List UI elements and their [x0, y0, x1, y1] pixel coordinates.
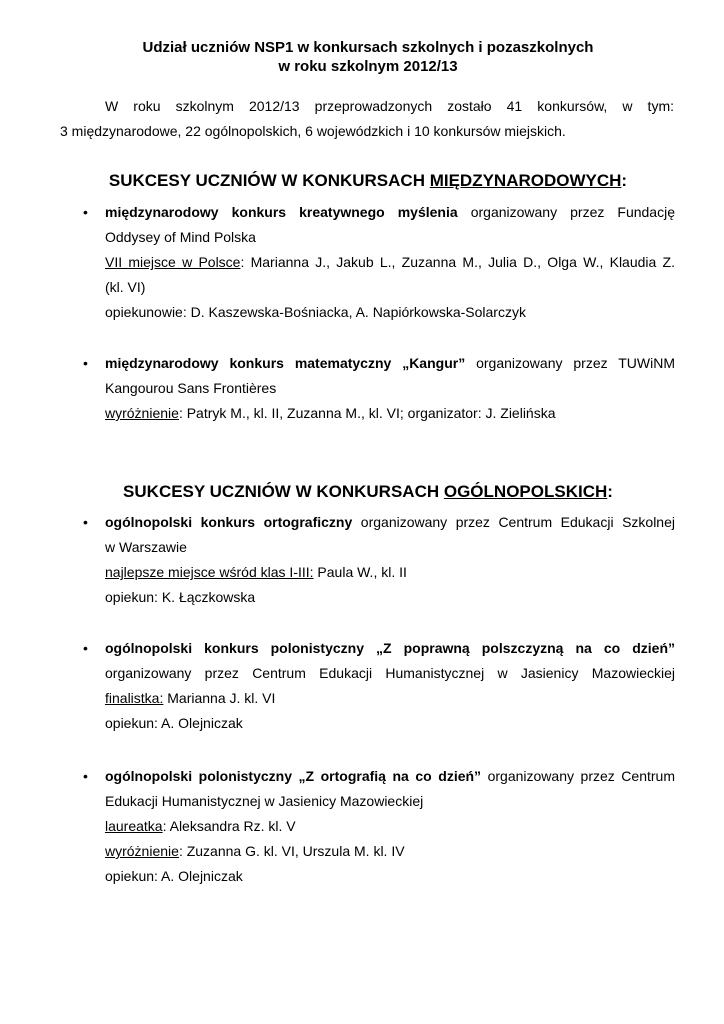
- contest-organizer-cont: organizowany przez Centrum Edukacji Humanistycznej w Jasienicy Mazowieckiej: [105, 665, 675, 681]
- bullet-icon: •: [83, 768, 88, 784]
- contest-line-1: [105, 764, 675, 789]
- contest-line-1: [105, 510, 675, 535]
- bullet-icon: •: [83, 204, 88, 220]
- bullet-icon: •: [83, 514, 88, 530]
- award-text: Marianna J. kl. VI: [163, 690, 276, 706]
- contest-line-1: [105, 200, 675, 225]
- award-text-cont: (kl. VI): [105, 279, 146, 295]
- contest-item-orthography-daily: [83, 764, 675, 889]
- contest-organizer: organizowany przez Fundację: [457, 204, 675, 220]
- award-label: VII miejsce w Polsce: [105, 254, 241, 270]
- mentor-line: opiekun: A. Olejniczak: [105, 868, 243, 884]
- heading-suffix: :: [621, 171, 628, 190]
- award-label: najlepsze miejsce wśród klas I-III:: [105, 564, 314, 580]
- award-label: finalistka:: [105, 690, 164, 706]
- contest-name: międzynarodowy konkurs kreatywnego myślenia: [105, 204, 458, 220]
- mentor-line: opiekun: K. Łączkowska: [105, 589, 256, 605]
- heading-suffix: :: [607, 482, 613, 501]
- intro-line-2: 3 międzynarodowe, 22 ogólnopolskich, 6 wojewódzkich i 10 konkursów miejskich.: [60, 123, 566, 139]
- award-text: : Marianna J., Jakub L., Zuzanna M., Julia D., Olga W., Klaudia Z.: [240, 254, 675, 270]
- bullet-icon: •: [83, 355, 88, 371]
- award-text: Paula W., kl. II: [313, 564, 407, 580]
- mentor-line: opiekunowie: D. Kaszewska-Bośniacka, A. Napiórkowska-Solarczyk: [105, 304, 526, 320]
- contest-organizer: organizowany przez Centrum: [481, 768, 675, 784]
- award-text: : Aleksandra Rz. kl. V: [162, 818, 296, 834]
- contest-organizer: organizowany przez TUWiNM: [465, 355, 675, 371]
- award-line: [105, 814, 675, 839]
- heading-prefix: SUKCESY UCZNIÓW W KONKURSACH: [108, 171, 430, 190]
- document-title: [60, 38, 676, 76]
- contest-name: międzynarodowy konkurs matematyczny „Kangur”: [105, 355, 466, 371]
- section-heading-international: [60, 170, 676, 192]
- contest-line-1: [105, 351, 675, 376]
- award-label: wyróżnienie: [105, 405, 179, 421]
- heading-underlined: MIĘDZYNARODOWYCH: [429, 171, 622, 190]
- mentor-line: opiekun: A. Olejniczak: [105, 715, 243, 731]
- award-line: [105, 401, 675, 426]
- award-label: wyróżnienie: [105, 843, 179, 859]
- contest-name: ogólnopolski konkurs polonistyczny „Z poprawną polszczyzną na co dzień”: [105, 640, 675, 656]
- award-line: [105, 560, 675, 585]
- bullet-icon: •: [83, 640, 88, 656]
- award-line-2: [105, 839, 675, 864]
- contest-organizer-cont: Kangourou Sans Frontières: [105, 380, 277, 396]
- contest-item-kangur: [83, 351, 675, 426]
- heading-prefix: SUKCESY UCZNIÓW W KONKURSACH: [123, 482, 444, 501]
- intro-line-1: W roku szkolnym 2012/13 przeprowadzonych zostało 41 konkursów, w tym:: [105, 98, 674, 114]
- award-line: [105, 250, 675, 275]
- contest-item-creative-thinking: [83, 200, 675, 325]
- contest-organizer-cont: w Warszawie: [105, 539, 187, 555]
- title-line-1: Udział uczniów NSP1 w konkursach szkolnych i pozaszkolnych: [142, 39, 594, 56]
- contest-name: ogólnopolski polonistyczny „Z ortografią na co dzień”: [105, 768, 482, 784]
- contest-organizer: organizowany przez Centrum Edukacji Szkolnej: [352, 514, 675, 530]
- title-line-2: w roku szkolnym 2012/13: [278, 58, 458, 75]
- contest-item-orthography: [83, 510, 675, 610]
- award-text: : Zuzanna G. kl. VI, Urszula M. kl. IV: [178, 843, 405, 859]
- section-heading-national: [60, 481, 676, 503]
- contest-organizer-cont: Edukacji Humanistycznej w Jasienicy Mazowieckiej: [105, 793, 424, 809]
- award-line: [105, 686, 675, 711]
- heading-underlined: OGÓLNOPOLSKICH: [443, 482, 608, 501]
- contest-organizer-cont: Oddysey of Mind Polska: [105, 229, 256, 245]
- award-label: laureatka: [105, 818, 163, 834]
- contest-name: ogólnopolski konkurs ortograficzny: [105, 514, 353, 530]
- contest-item-correct-polish: [83, 636, 675, 736]
- intro-paragraph: [60, 94, 674, 144]
- award-text: : Patryk M., kl. II, Zuzanna M., kl. VI; organizator: J. Zielińska: [178, 405, 556, 421]
